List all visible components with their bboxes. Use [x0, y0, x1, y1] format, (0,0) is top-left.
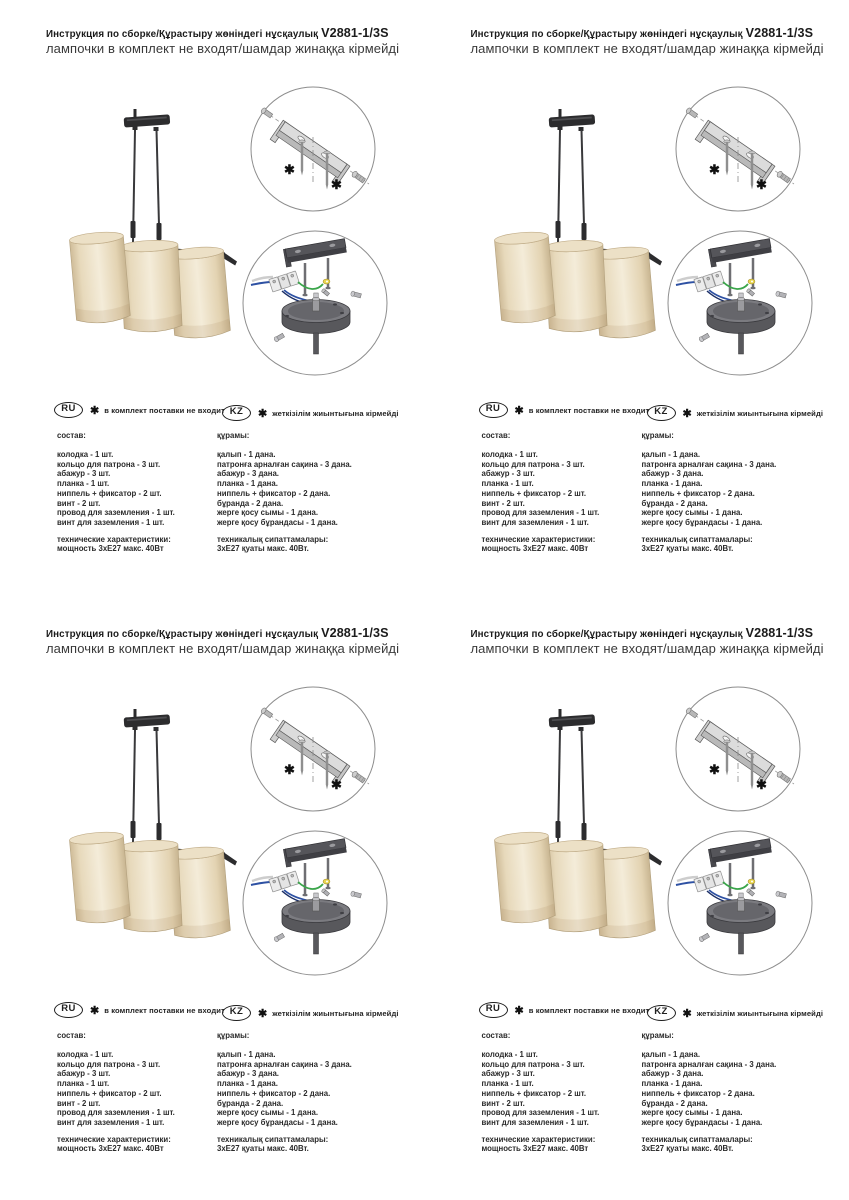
list-item: ниппель + фиксатор - 2 шт.: [481, 1088, 587, 1098]
terminal-block: [269, 871, 300, 892]
sheet-subtitle: лампочки в комплект не входят/шамдар жинаққа кірмейді: [470, 641, 824, 656]
kz-specs-value: 3хЕ27 қуаты макс. 40Вт.: [641, 1144, 734, 1154]
kz-parts-list: [642, 1031, 844, 1154]
mounting-bracket-detail: [676, 87, 800, 211]
list-item: жерге қосу сымы - 1 дана.: [641, 1108, 743, 1118]
canopy-wiring-detail: [243, 231, 387, 375]
list-item: қалып - 1 дана.: [217, 1050, 276, 1059]
canopy: [282, 893, 350, 954]
kz-specs-header: техникалық сипаттамалары:: [641, 534, 753, 544]
list-item: жерге қосу бұрандасы - 1 дана.: [641, 517, 763, 527]
canopy-wiring-detail: [668, 231, 812, 375]
sheet-title: [46, 26, 399, 40]
list-item: абажур - 3 шт.: [481, 1069, 535, 1079]
ru-badge: RU: [54, 402, 83, 418]
side-screw-icon: [350, 891, 361, 899]
kz-note-text: жеткізілім жиынтығына кірмейді: [696, 1008, 824, 1018]
list-item: ниппель + фиксатор - 2 дана.: [217, 488, 331, 498]
pendant-lamp-drawing: [494, 109, 662, 340]
list-item: абажур - 3 шт.: [57, 469, 111, 479]
list-item: колодка - 1 шт.: [57, 450, 114, 459]
kz-badge: KZ: [647, 405, 676, 421]
bracket-dark: [708, 839, 772, 867]
list-item: планка - 1 шт.: [481, 1079, 534, 1089]
kz-specs-value: 3хЕ27 қуаты макс. 40Вт.: [217, 1144, 309, 1154]
lamp-shade-center: [544, 839, 607, 933]
kz-list-header: құрамы:: [641, 431, 674, 440]
list-item: жерге қосу бұрандасы - 1 дана.: [641, 1117, 763, 1127]
side-screw-icon: [273, 933, 284, 943]
ground-screw-icon: [321, 888, 330, 896]
list-item: абажур - 3 шт.: [481, 469, 535, 479]
ru-note-text: в комплект поставки не входит: [528, 405, 650, 415]
list-item: винт для заземления - 1 шт.: [481, 1117, 589, 1127]
pendant-lamp-drawing: [494, 709, 662, 940]
ru-note-text: в комплект поставки не входит: [104, 405, 225, 415]
kz-note-text: жеткізілім жиынтығына кірмейді: [272, 408, 399, 418]
ru-specs-header: технические характеристики:: [481, 534, 596, 544]
sheet-header: [471, 626, 824, 656]
list-item: абажур - 3 шт.: [57, 1069, 111, 1079]
list-item: патронға арналған сақина - 3 дана.: [641, 1059, 777, 1069]
kz-note-row: [222, 405, 399, 421]
list-item: жерге қосу бұрандасы - 1 дана.: [217, 517, 338, 527]
kz-list-header: құрамы:: [641, 1031, 674, 1040]
list-item: қалып - 1 дана.: [217, 450, 276, 459]
lamp-shade-left: [69, 230, 131, 325]
ru-note-row: [54, 402, 225, 418]
list-item: жерге қосу сымы - 1 дана.: [217, 508, 319, 518]
ceiling-screw-icon: [351, 770, 366, 783]
list-item: планка - 1 дана.: [641, 479, 703, 489]
bracket-dark: [283, 239, 347, 267]
ru-note-row: [479, 402, 650, 418]
kz-specs-header: техникалық сипаттамалары:: [217, 534, 329, 544]
list-item: кольцо для патрона - 3 шт.: [481, 459, 585, 469]
ru-note-row: [54, 1002, 225, 1018]
list-item: қалып - 1 дана.: [641, 450, 700, 459]
ru-list-header: состав:: [57, 431, 86, 440]
list-item: кольцо для патрона - 3 шт.: [57, 1059, 161, 1069]
ru-specs-value: мощность 3хЕ27 макс. 40Вт: [481, 544, 589, 554]
list-item: планка - 1 шт.: [481, 479, 534, 489]
wire-blue: [676, 282, 697, 285]
kz-note-text: жеткізілім жиынтығына кірмейді: [272, 1008, 399, 1018]
kz-specs-header: техникалық сипаттамалары:: [217, 1134, 329, 1144]
sheet-subtitle: лампочки в комплект не входят/шамдар жинаққа кірмейді: [46, 641, 400, 656]
title-text: Инструкция по сборке/Құрастыру жөніндегі нұсқаулық: [46, 629, 319, 640]
title-text: Инструкция по сборке/Құрастыру жөніндегі нұсқаулық: [470, 629, 743, 640]
side-screw-icon: [775, 891, 786, 899]
ru-list-header: состав:: [57, 1031, 86, 1040]
kz-badge: KZ: [647, 1005, 676, 1021]
list-item: ниппель + фиксатор - 2 шт.: [57, 488, 162, 498]
side-screw-icon: [350, 291, 361, 299]
wire-ground-green: [298, 282, 323, 289]
ru-list-header: состав:: [481, 1031, 511, 1040]
ru-badge: RU: [54, 1002, 83, 1018]
canopy-wiring-detail: [668, 831, 812, 975]
ru-specs-value: мощность 3хЕ27 макс. 40Вт: [57, 1144, 164, 1154]
asterisk-icon: ✱: [755, 177, 767, 192]
side-screw-icon: [698, 933, 709, 943]
list-item: планка - 1 дана.: [217, 479, 278, 489]
canopy: [707, 293, 775, 354]
list-item: патронға арналған сақина - 3 дана.: [217, 1059, 352, 1069]
terminal-block: [693, 871, 724, 892]
asterisk-icon: ✱: [514, 1004, 524, 1017]
ceiling-screw-icon: [260, 707, 273, 719]
ru-specs-value: мощность 3хЕ27 макс. 40Вт: [481, 1144, 589, 1154]
kz-badge: KZ: [222, 1005, 251, 1021]
list-item: колодка - 1 шт.: [57, 1050, 114, 1059]
model-number: V2881-1/3S: [321, 626, 389, 640]
ceiling-screw-icon: [260, 107, 273, 119]
title-text: Инструкция по сборке/Құрастыру жөніндегі нұсқаулық: [470, 29, 743, 40]
lamp-shade-center: [120, 839, 183, 933]
ceiling-screw-icon: [685, 707, 698, 719]
ru-parts-list: [57, 431, 215, 554]
side-screw-icon: [273, 333, 284, 343]
list-item: ниппель + фиксатор - 2 дана.: [217, 1088, 331, 1098]
wire-blue: [251, 882, 272, 885]
ru-list-header: состав:: [481, 431, 511, 440]
ru-specs-value: мощность 3хЕ27 макс. 40Вт: [57, 544, 164, 554]
kz-parts-list: [642, 431, 844, 554]
kz-badge: KZ: [222, 405, 251, 421]
ru-badge: RU: [479, 402, 508, 418]
list-item: абажур - 3 дана.: [641, 469, 704, 479]
asterisk-icon: ✱: [331, 777, 342, 792]
list-item: кольцо для патрона - 3 шт.: [481, 1059, 585, 1069]
lamp-shade-left: [69, 830, 131, 925]
list-item: винт для заземления - 1 шт.: [57, 1117, 165, 1127]
ru-specs-header: технические характеристики:: [57, 534, 171, 544]
list-item: патронға арналған сақина - 3 дана.: [641, 459, 777, 469]
list-item: планка - 1 шт.: [57, 479, 110, 489]
ru-badge: RU: [479, 1002, 508, 1018]
kz-parts-list: [217, 1031, 419, 1154]
side-screw-icon: [698, 333, 709, 343]
lamp-shade-left: [494, 830, 556, 925]
ground-screw-icon: [321, 288, 330, 296]
ru-specs-header: технические характеристики:: [57, 1134, 171, 1144]
instruction-sheet: [425, 600, 849, 1200]
ru-parts-list: [57, 1031, 215, 1154]
pendant-lamp-drawing: [69, 709, 237, 940]
sheet-title: [471, 26, 824, 40]
asterisk-icon: ✱: [682, 1007, 692, 1020]
kz-note-row: [647, 405, 824, 421]
list-item: провод для заземления - 1 шт.: [57, 1108, 175, 1118]
list-item: бұранда - 2 дана.: [217, 1098, 284, 1108]
list-item: жерге қосу бұрандасы - 1 дана.: [217, 1117, 338, 1127]
pendant-lamp-drawing: [69, 109, 237, 340]
list-item: планка - 1 шт.: [57, 1079, 110, 1089]
list-item: қалып - 1 дана.: [641, 1050, 700, 1059]
mounting-bracket-detail: [251, 87, 375, 211]
lamp-shade-left: [494, 230, 556, 325]
list-item: абажур - 3 дана.: [217, 469, 279, 479]
ru-note-row: [479, 1002, 650, 1018]
list-item: планка - 1 дана.: [217, 1079, 278, 1089]
list-item: винт - 2 шт.: [57, 1098, 101, 1108]
sheet-header: [46, 626, 399, 656]
assembly-illustration: [465, 685, 845, 985]
instruction-sheet: [0, 600, 425, 1200]
list-item: винт - 2 шт.: [481, 1098, 525, 1108]
model-number: V2881-1/3S: [745, 26, 814, 40]
instruction-sheet: [0, 0, 425, 600]
kz-list-header: құрамы:: [217, 1031, 250, 1040]
kz-specs-header: техникалық сипаттамалары:: [641, 1134, 753, 1144]
asterisk-icon: ✱: [708, 762, 720, 777]
mounting-plate: [695, 120, 775, 185]
list-item: провод для заземления - 1 шт.: [481, 508, 600, 518]
asterisk-icon: ✱: [682, 407, 692, 420]
assembly-illustration: [40, 85, 420, 385]
wire-ground-green: [723, 882, 748, 889]
wire-ground-green: [723, 282, 748, 289]
list-item: бұранда - 2 дана.: [641, 1098, 708, 1108]
ru-specs-header: технические характеристики:: [481, 1134, 596, 1144]
asterisk-icon: ✱: [90, 404, 100, 417]
ru-note-text: в комплект поставки не входит: [528, 1005, 650, 1015]
canopy: [282, 293, 350, 354]
mounting-plate: [270, 120, 350, 185]
instruction-sheet: [425, 0, 849, 600]
sheet-header: [46, 26, 399, 56]
ceiling-screw-icon: [776, 770, 791, 783]
terminal-block: [693, 271, 724, 292]
side-screw-icon: [775, 291, 786, 299]
list-item: жерге қосу сымы - 1 дана.: [217, 1108, 319, 1118]
sheet-subtitle: лампочки в комплект не входят/шамдар жинаққа кірмейді: [470, 41, 824, 56]
asterisk-icon: ✱: [514, 404, 524, 417]
list-item: бұранда - 2 дана.: [217, 498, 284, 508]
asterisk-icon: ✱: [258, 1007, 268, 1020]
list-item: патронға арналған сақина - 3 дана.: [217, 459, 352, 469]
kz-note-text: жеткізілім жиынтығына кірмейді: [696, 408, 824, 418]
lamp-shade-center: [120, 239, 183, 333]
ru-note-text: в комплект поставки не входит: [104, 1005, 225, 1015]
sheet-header: [471, 26, 824, 56]
bracket-dark: [283, 839, 347, 867]
list-item: винт - 2 шт.: [57, 498, 101, 508]
model-number: V2881-1/3S: [745, 626, 814, 640]
list-item: ниппель + фиксатор - 2 дана.: [641, 1088, 755, 1098]
mounting-plate: [695, 720, 775, 785]
list-item: винт для заземления - 1 шт.: [481, 517, 589, 527]
mounting-bracket-detail: [251, 687, 375, 811]
sheet-title: [46, 626, 399, 640]
asterisk-icon: ✱: [755, 777, 767, 792]
canopy: [707, 893, 775, 954]
ru-parts-list: [482, 431, 640, 554]
asterisk-icon: ✱: [284, 162, 295, 177]
ru-parts-list: [482, 1031, 640, 1154]
list-item: абажур - 3 дана.: [641, 1069, 704, 1079]
kz-specs-value: 3хЕ27 қуаты макс. 40Вт.: [641, 544, 734, 554]
asterisk-icon: ✱: [331, 177, 342, 192]
sheet-title: [471, 626, 824, 640]
mounting-plate: [270, 720, 350, 785]
title-text: Инструкция по сборке/Құрастыру жөніндегі нұсқаулық: [46, 29, 319, 40]
list-item: колодка - 1 шт.: [481, 1050, 538, 1059]
kz-parts-list: [217, 431, 419, 554]
canopy-wiring-detail: [243, 831, 387, 975]
lamp-shade-center: [544, 239, 607, 333]
list-item: ниппель + фиксатор - 2 шт.: [57, 1088, 162, 1098]
asterisk-icon: ✱: [708, 162, 720, 177]
ceiling-screw-icon: [685, 107, 698, 119]
list-item: винт - 2 шт.: [481, 498, 525, 508]
list-item: провод для заземления - 1 шт.: [57, 508, 175, 518]
list-item: ниппель + фиксатор - 2 дана.: [641, 488, 755, 498]
sheet-subtitle: лампочки в комплект не входят/шамдар жинаққа кірмейді: [46, 41, 400, 56]
asterisk-icon: ✱: [258, 407, 268, 420]
list-item: провод для заземления - 1 шт.: [481, 1108, 600, 1118]
kz-note-row: [647, 1005, 824, 1021]
list-item: планка - 1 дана.: [641, 1079, 703, 1089]
list-item: бұранда - 2 дана.: [641, 498, 708, 508]
list-item: абажур - 3 дана.: [217, 1069, 279, 1079]
kz-list-header: құрамы:: [217, 431, 250, 440]
wire-ground-green: [298, 882, 323, 889]
ceiling-screw-icon: [351, 170, 366, 183]
list-item: винт для заземления - 1 шт.: [57, 517, 165, 527]
list-item: колодка - 1 шт.: [481, 450, 538, 459]
bracket-dark: [708, 239, 772, 267]
wire-blue: [676, 882, 697, 885]
wire-blue: [251, 282, 272, 285]
asterisk-icon: ✱: [90, 1004, 100, 1017]
ground-screw-icon: [746, 888, 755, 896]
terminal-block: [269, 271, 300, 292]
list-item: жерге қосу сымы - 1 дана.: [641, 508, 743, 518]
assembly-illustration: [465, 85, 845, 385]
mounting-bracket-detail: [676, 687, 800, 811]
kz-note-row: [222, 1005, 399, 1021]
asterisk-icon: ✱: [284, 762, 295, 777]
model-number: V2881-1/3S: [321, 26, 389, 40]
kz-specs-value: 3хЕ27 қуаты макс. 40Вт.: [217, 544, 309, 554]
assembly-illustration: [40, 685, 420, 985]
list-item: кольцо для патрона - 3 шт.: [57, 459, 161, 469]
ground-screw-icon: [746, 288, 755, 296]
ceiling-screw-icon: [776, 170, 791, 183]
list-item: ниппель + фиксатор - 2 шт.: [481, 488, 587, 498]
